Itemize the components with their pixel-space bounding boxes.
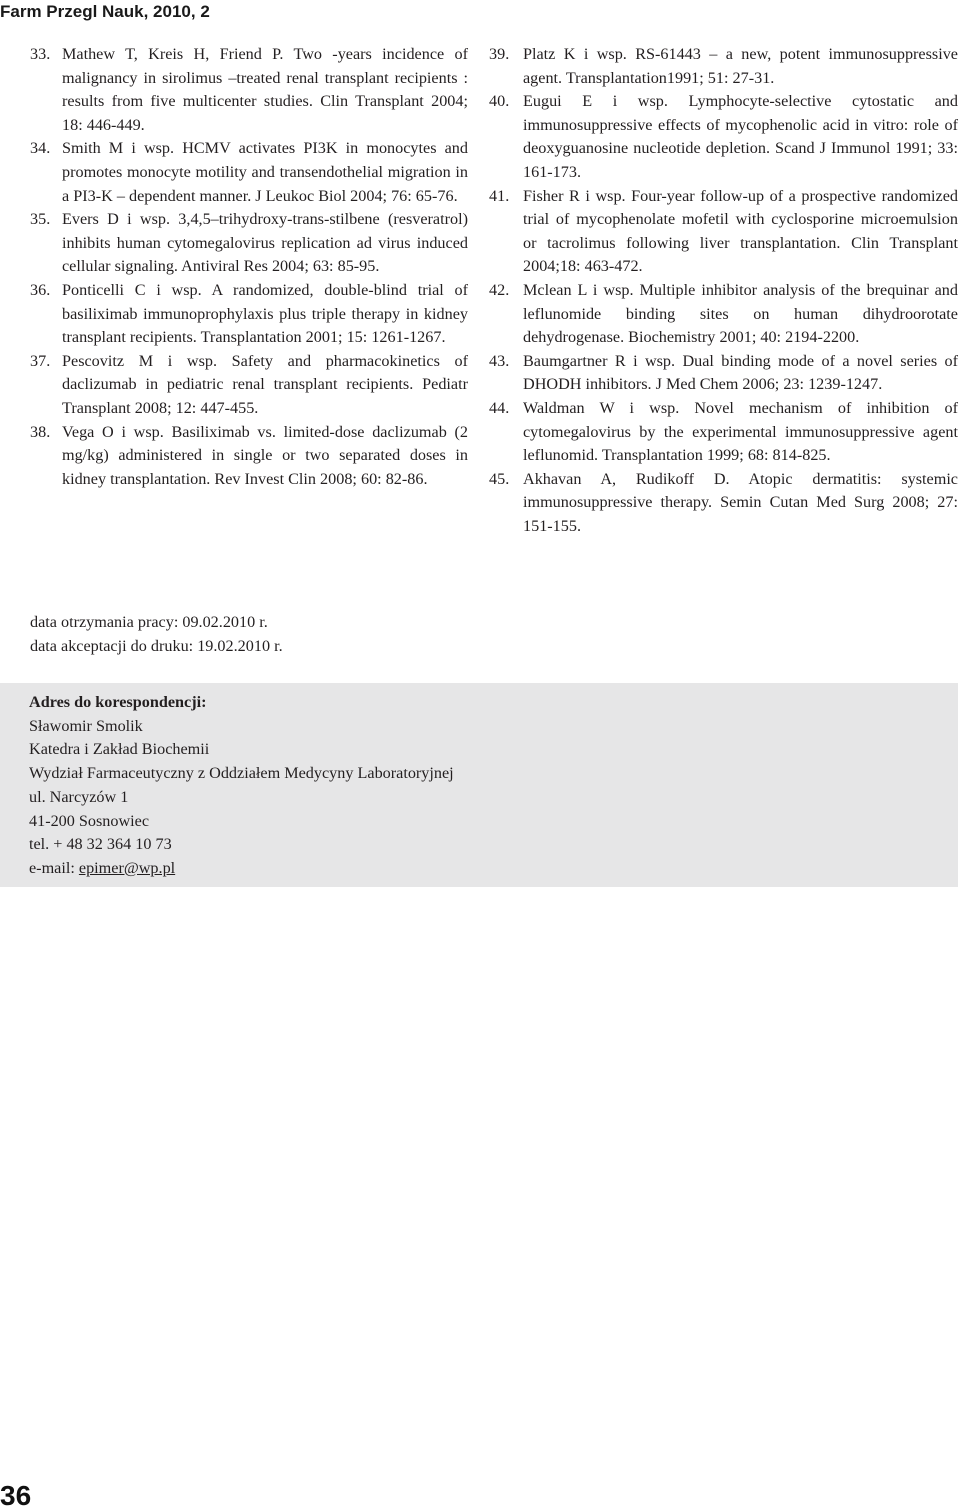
received-date: data otrzymania pracy: 09.02.2010 r. xyxy=(30,613,268,631)
reference-item xyxy=(489,468,958,539)
reference-item xyxy=(30,43,468,137)
references-right-column xyxy=(489,43,958,538)
reference-number: 35. xyxy=(30,210,51,229)
reference-text: Fisher R i wsp. Four-year follow-up of a prospective randomized trial of mycophenolate mofetil with cyclosporine microemulsion or tacrolimus following liver transplantation. Clin Transplant 2004;18: 463-472. xyxy=(523,186,958,276)
reference-item xyxy=(30,208,468,279)
reference-text: Waldman W i wsp. Novel mechanism of inhibition of cytomegalovirus by the experimental immunosuppressive agent leflunomid. Transplantation 1999; 68: 814-825. xyxy=(523,398,958,465)
correspondence-email-line xyxy=(29,857,454,881)
reference-number: 39. xyxy=(489,45,510,63)
correspondence-department: Katedra i Zakład Biochemii xyxy=(29,740,210,759)
correspondence-street: ul. Narcyzów 1 xyxy=(29,787,129,806)
correspondence-city: 41-200 Sosnowiec xyxy=(29,811,150,830)
reference-item xyxy=(489,279,958,350)
reference-text: Ponticelli C i wsp. A randomized, double-blind trial of basiliximab immunoprophylaxis plus triple therapy in kidney transplant recipients. Transplantation 2001; 15: 1261-1267. xyxy=(62,280,468,347)
reference-text: Smith M i wsp. HCMV activates PI3K in monocytes and promotes monocyte motility and transendothelial migration in a PI3-K – dependent manner. J Leukoc Biol 2004; 76: 65-76. xyxy=(62,139,468,205)
reference-number: 37. xyxy=(30,351,51,370)
page-number: 36 xyxy=(0,1480,32,1511)
reference-number: 44. xyxy=(489,398,510,417)
reference-text: Eugui E i wsp. Lymphocyte-selective cytostatic and immunosuppressive effects of mycophenolic acid in vitro: role of deoxyguanosine nucleotide depletion. Scand J Immunol 1991; 33: 161-173. xyxy=(523,92,958,181)
reference-item xyxy=(30,350,468,421)
correspondence-name: Sławomir Smolik xyxy=(29,716,143,735)
reference-text: Akhavan A, Rudikoff D. Atopic dermatitis: systemic immunosuppressive therapy. Semin Cutan Med Surg 2008; 27: 151-155. xyxy=(523,469,958,535)
reference-item xyxy=(30,421,468,492)
correspondence-box xyxy=(0,683,958,887)
reference-number: 40. xyxy=(489,92,510,111)
reference-item xyxy=(489,185,958,279)
running-head: Farm Przegl Nauk, 2010, 2 xyxy=(0,2,210,21)
reference-item xyxy=(489,90,958,184)
email-link[interactable]: epimer@wp.pl xyxy=(78,858,176,877)
reference-text: Mathew T, Kreis H, Friend P. Two -years incidence of malignancy in sirolimus –treated renal transplant recipients : results from five multicenter studies. Clin Transplant 2004; 18: 446-449. xyxy=(62,45,468,134)
reference-number: 38. xyxy=(30,422,51,441)
reference-item xyxy=(30,279,468,350)
reference-text: Mclean L i wsp. Multiple inhibitor analysis of the brequinar and leflunomide binding sites on human dihydroorotate dehydrogenase. Biochemistry 2001; 40: 2194-2200. xyxy=(523,280,958,347)
reference-item xyxy=(30,137,468,208)
reference-number: 43. xyxy=(489,351,510,370)
submission-dates xyxy=(30,611,283,658)
reference-text: Vega O i wsp. Basiliximab vs. limited-dose daclizumab (2 mg/kg) administered in single or two separated doses in kidney transplantation. Rev Invest Clin 2008; 60: 82-86. xyxy=(62,422,468,488)
correspondence-faculty: Wydział Farmaceutyczny z Oddziałem Medycyny Laboratoryjnej xyxy=(29,764,454,783)
reference-item xyxy=(489,350,958,397)
correspondence-title: Adres do korespondencji: xyxy=(29,693,207,711)
reference-number: 36. xyxy=(30,280,51,299)
correspondence-phone: tel. + 48 32 364 10 73 xyxy=(29,835,172,854)
reference-number: 34. xyxy=(30,139,51,158)
accepted-date: data akceptacji do druku: 19.02.2010 r. xyxy=(30,636,283,655)
reference-text: Baumgartner R i wsp. Dual binding mode of a novel series of DHODH inhibitors. J Med Chem 2006; 23: 1239-1247. xyxy=(523,351,958,394)
correspondence-content xyxy=(29,691,454,881)
reference-number: 42. xyxy=(489,280,510,299)
reference-number: 33. xyxy=(30,45,51,63)
reference-text: Pescovitz M i wsp. Safety and pharmacokinetics of daclizumab in pediatric renal transplant recipients. Pediatr Transplant 2008; 12: 447-455. xyxy=(62,351,468,417)
reference-item xyxy=(489,397,958,468)
reference-number: 45. xyxy=(489,469,510,488)
reference-item xyxy=(489,43,958,90)
email-label: e-mail: xyxy=(29,858,79,877)
reference-text: Evers D i wsp. 3,4,5–trihydroxy-trans-stilbene (resveratrol) inhibits human cytomegalovirus replication ad virus induced cellular signaling. Antiviral Res 2004; 63: 85-95. xyxy=(62,210,468,276)
references-left-column xyxy=(30,43,468,491)
reference-text: Platz K i wsp. RS-61443 – a new, potent immunosuppressive agent. Transplantation1991; 51: 27-31. xyxy=(523,45,958,87)
reference-number: 41. xyxy=(489,186,510,205)
